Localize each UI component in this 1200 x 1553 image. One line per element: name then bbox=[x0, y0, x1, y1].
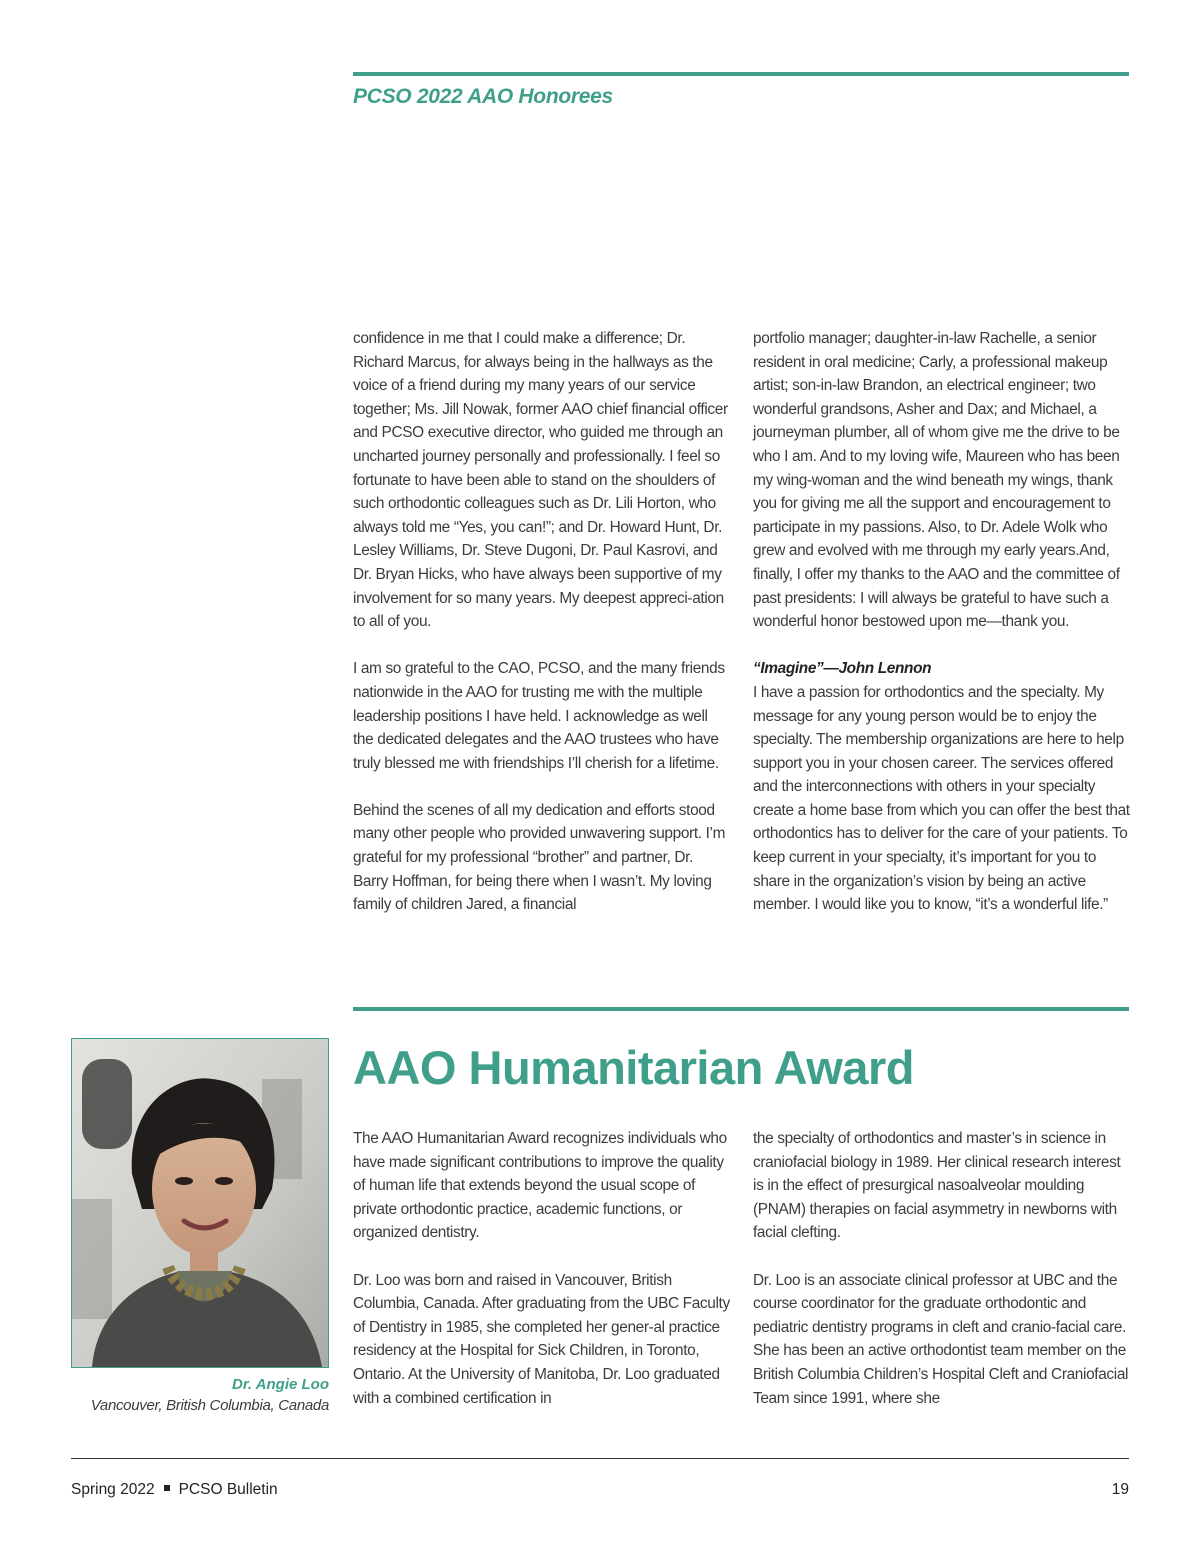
footer-publication: PCSO Bulletin bbox=[178, 1481, 278, 1498]
section-title: PCSO 2022 AAO Honorees bbox=[353, 85, 613, 108]
page-number: 19 bbox=[1111, 1481, 1129, 1498]
footer-season: Spring 2022 bbox=[71, 1481, 155, 1498]
award-title: AAO Humanitarian Award bbox=[353, 1041, 914, 1094]
paragraph: Dr. Loo is an associate clinical professor at UBC and the course coordinator for the graduate orthodontic and pediatric dentistry programs in cleft and cranio-facial care. She has been an active orthodontist team member on the British Columbia Children’s Hospital Cleft and Craniofacial Team since 1991, where she bbox=[753, 1271, 1129, 1407]
paragraph: I am so grateful to the CAO, PCSO, and the many friends nationwide in the AAO for trusting me with the multiple leadership positions I have held. I acknowledge as well the dedicated delegates and the AAO trustees who have truly blessed me with friendships I’ll cherish for a lifetime. bbox=[353, 660, 725, 772]
footer-rule bbox=[71, 1458, 1129, 1459]
award-right-column bbox=[753, 1127, 1131, 1410]
paragraph: portfolio manager; daughter-in-law Rachelle, a senior resident in oral medicine; Carly, a professional makeup artist; son-in-law Brandon, an electrical engineer; two wonderful grandsons, Asher and Dax; and Michael, a journeyman plumber, all of whom give me the drive to be who I am. And to my loving wife, Maureen who has been my wing-woman and the wind beneath my wings, thank you for giving me all the support and encouragement to participate in my passions. Also, to Dr. Adele Wolk who grew and evolved with me through my early years.And, finally, I offer my thanks to the AAO and the committee of past presidents: I will always be grateful to have such a wonderful honor bestowed upon me—thank you. bbox=[753, 330, 1120, 631]
portrait-illustration bbox=[72, 1039, 328, 1367]
upper-left-column bbox=[353, 327, 731, 917]
paragraph: confidence in me that I could make a difference; Dr. Richard Marcus, for always being in the hallways as the voice of a friend during my many years of our service together; Ms. Jill Nowak, former AAO chief financial officer and PCSO executive director, who guided me through an uncharted journey personally and professionally. I feel so fortunate to have been able to stand on the shoulders of such orthodontic colleagues such as Dr. Lili Horton, who always told me “Yes, you can!”; and Dr. Howard Hunt, Dr. Lesley Williams, Dr. Steve Dugoni, Dr. Paul Kasrovi, and Dr. Bryan Hicks, who have always been supportive of my involvement for so many years. My deepest appreci-ation to all of you. bbox=[353, 330, 728, 631]
award-left-column bbox=[353, 1127, 731, 1410]
quote-block bbox=[753, 657, 1131, 917]
header-rule bbox=[353, 72, 1129, 76]
footer-left bbox=[71, 1481, 278, 1499]
upper-right-column bbox=[753, 327, 1131, 917]
paragraph: The AAO Humanitarian Award recognizes individuals who have made significant contributions to improve the quality of human life that extends beyond the usual scope of private orthodontic practice, academic functions, or organized dentistry. bbox=[353, 1130, 727, 1242]
bullet-square-icon bbox=[164, 1485, 170, 1491]
portrait-photo bbox=[71, 1038, 329, 1368]
award-rule bbox=[353, 1007, 1129, 1011]
photo-caption-location: Vancouver, British Columbia, Canada bbox=[90, 1397, 329, 1414]
paragraph: Dr. Loo was born and raised in Vancouver, British Columbia, Canada. After graduating from the UBC Faculty of Dentistry in 1985, she completed her gener-al practice residency at the Hospital for Sick Children, in Toronto, Ontario. At the University of Manitoba, Dr. Loo graduated with a combined certification in bbox=[353, 1271, 730, 1407]
paragraph: the specialty of orthodontics and master’s in science in craniofacial biology in 1989. Her clinical research interest is in the effect of presurgical nasoalveolar moulding (PNAM) therapies on facial asymmetry in newborns with facial clefting. bbox=[753, 1130, 1121, 1242]
quote-heading: “Imagine”—John Lennon bbox=[753, 660, 932, 678]
photo-caption-name: Dr. Angie Loo bbox=[232, 1376, 329, 1393]
paragraph: I have a passion for orthodontics and the specialty. My message for any young person would be to enjoy the specialty. The membership organizations are here to help support you in your chosen career. The services offered and the interconnections with others in your specialty create a home base from which you can offer the best that orthodontics has to deliver for the care of your patients. To keep current in your specialty, it’s important for you to share in the organization’s vision by being an active member. I would like you to know, “it’s a wonderful life.” bbox=[753, 683, 1130, 914]
paragraph: Behind the scenes of all my dedication and efforts stood many other people who provided unwavering support. I’m grateful for my professional “brother” and partner, Dr. Barry Hoffman, for being there when I wasn’t. My loving family of children Jared, a financial bbox=[353, 801, 726, 914]
